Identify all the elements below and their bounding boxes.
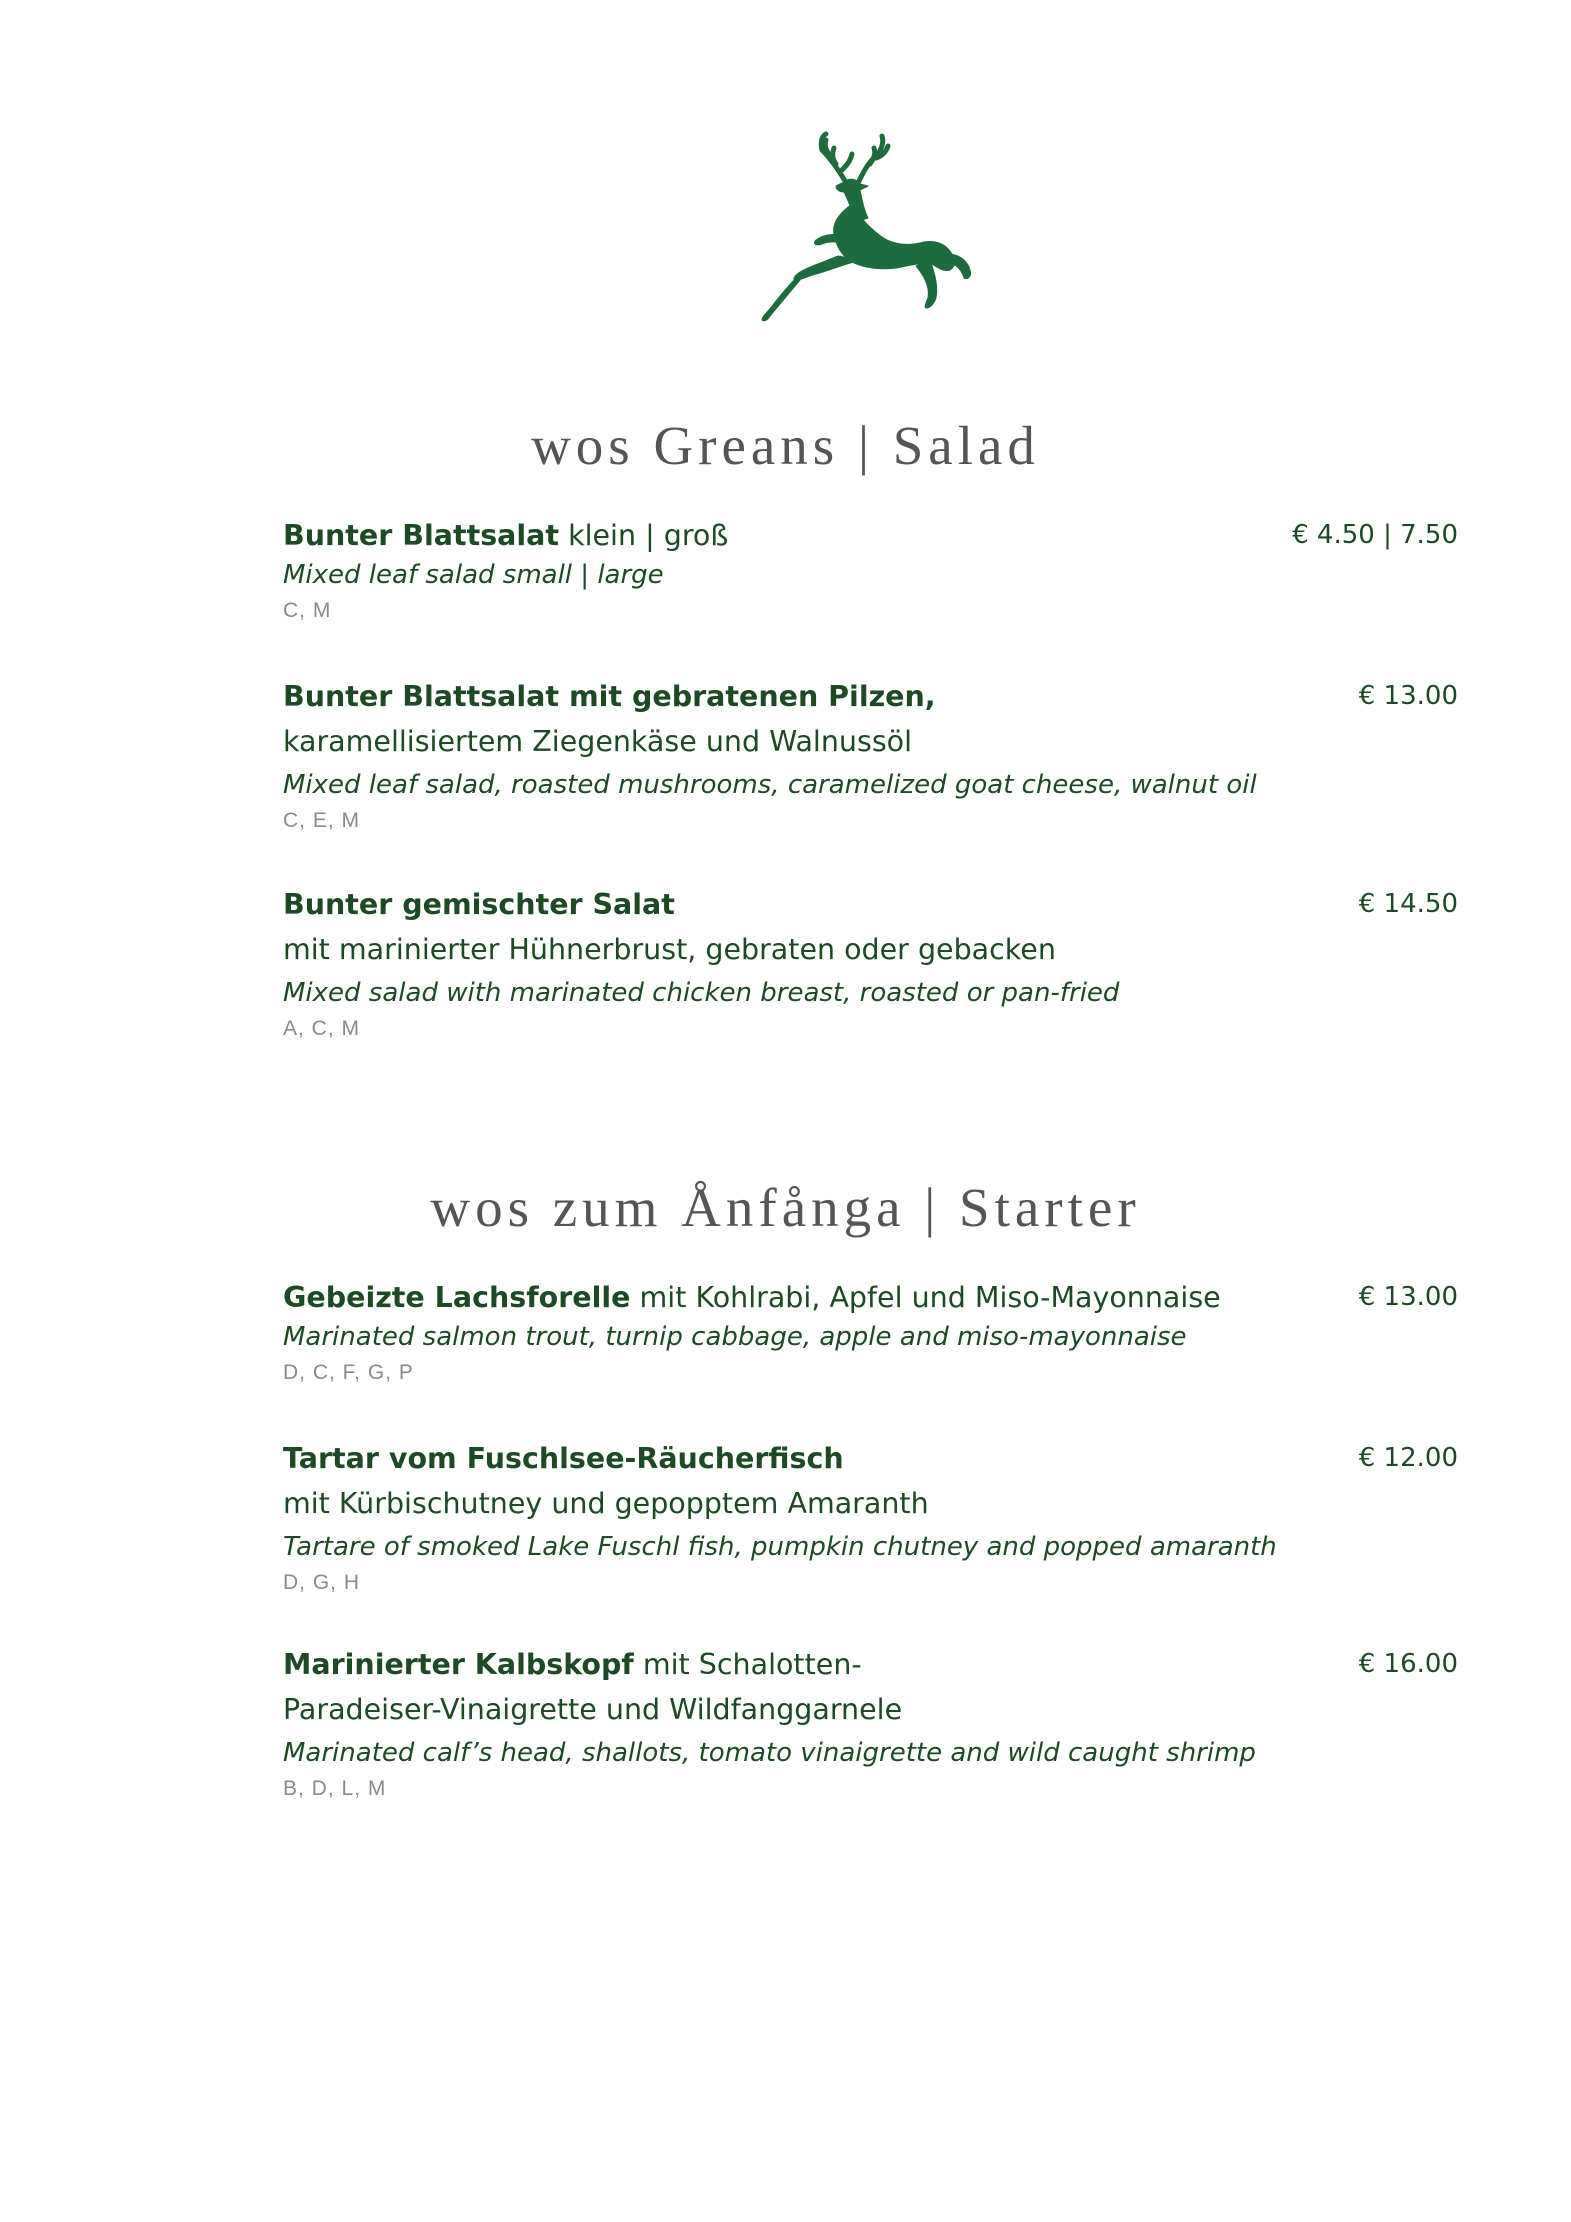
dish-description: karamellisiertem Ziegenkäse und Walnussöl xyxy=(283,725,913,758)
section-title-starter: wos zum Ånfånga | Starter xyxy=(430,1177,1141,1238)
dish-description: mit Kürbischutney und gepopptem Amaranth xyxy=(283,1487,929,1520)
dish-english: Marinated salmon trout, turnip cabbage, apple and miso-mayonnaise xyxy=(283,1322,1187,1352)
dish-description: mit marinierter Hühnerbrust, gebraten oder gebacken xyxy=(283,933,1056,966)
dish-name: Marinierter Kalbskopf xyxy=(283,1648,634,1681)
allergens: B, D, L, M xyxy=(283,1777,387,1800)
menu-item xyxy=(283,1442,1458,1605)
menu-item xyxy=(283,888,1458,1051)
dish-name: Bunter gemischter Salat xyxy=(283,888,675,921)
dish-name-suffix: mit Schalotten- xyxy=(633,1648,862,1681)
dish-english: Mixed leaf salad small | large xyxy=(283,560,664,590)
dish-name: Tartar vom Fuschlsee-Räucherfisch xyxy=(283,1442,844,1475)
menu-item xyxy=(283,519,1458,632)
dish-name: Bunter Blattsalat mit gebratenen Pilzen, xyxy=(283,680,936,713)
dish-name-suffix: klein | groß xyxy=(559,519,729,552)
section-title-salad: wos Greans | Salad xyxy=(531,415,1040,476)
price: € 13.00 xyxy=(1358,681,1458,711)
allergens: D, C, F, G, P xyxy=(283,1361,414,1384)
menu-item xyxy=(283,680,1458,843)
price: € 4.50 | 7.50 xyxy=(1292,520,1458,550)
dish-name: Gebeizte Lachsforelle xyxy=(283,1281,631,1314)
dish-english: Marinated calf’s head, shallots, tomato vinaigrette and wild caught shrimp xyxy=(283,1738,1256,1768)
dish-name: Bunter Blattsalat xyxy=(283,519,560,552)
dish-description: Paradeiser-Vinaigrette und Wildfanggarnele xyxy=(283,1693,903,1726)
dish-english: Mixed salad with marinated chicken breast, roasted or pan-fried xyxy=(283,978,1120,1008)
allergens: D, G, H xyxy=(283,1571,361,1594)
price: € 12.00 xyxy=(1358,1443,1458,1473)
allergens: C, E, M xyxy=(283,809,361,832)
allergens: A, C, M xyxy=(283,1017,361,1040)
menu-item xyxy=(283,1281,1458,1394)
leaping-stag-icon xyxy=(760,130,976,326)
price: € 13.00 xyxy=(1358,1282,1458,1312)
dish-english: Mixed leaf salad, roasted mushrooms, caramelized goat cheese, walnut oil xyxy=(283,770,1257,800)
dish-name-suffix: mit Kohlrabi, Apfel und Miso-Mayonnaise xyxy=(630,1281,1221,1314)
allergens: C, M xyxy=(283,599,332,622)
price: € 14.50 xyxy=(1358,889,1458,919)
menu-item xyxy=(283,1648,1458,1811)
dish-english: Tartare of smoked Lake Fuschl fish, pumpkin chutney and popped amaranth xyxy=(283,1532,1277,1562)
price: € 16.00 xyxy=(1358,1649,1458,1679)
